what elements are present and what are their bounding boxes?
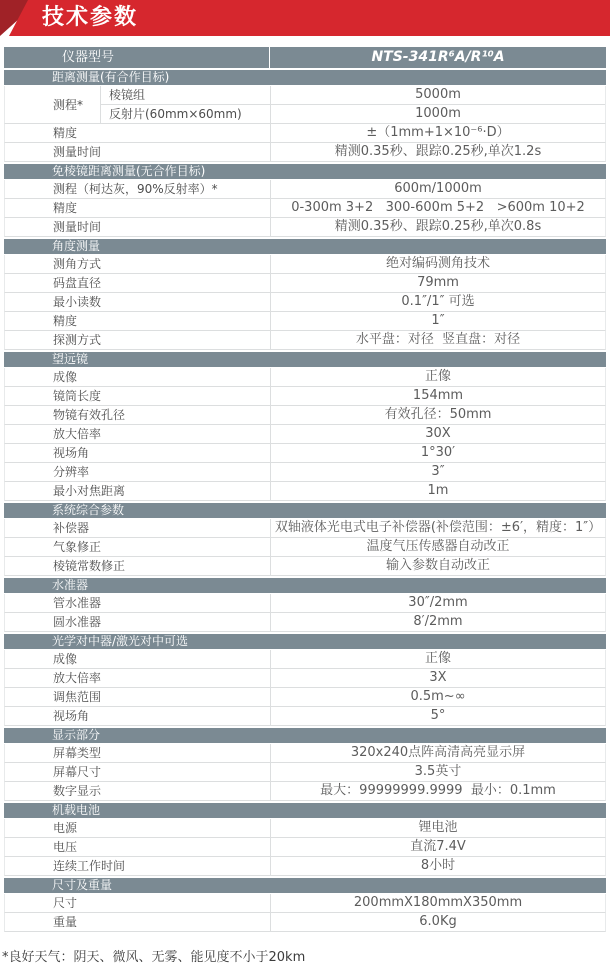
spec-value: 有效孔径：50mm xyxy=(384,407,492,422)
spec-value: 5° xyxy=(430,708,446,723)
spec-label: 分辨率 xyxy=(5,463,271,481)
spec-row xyxy=(4,406,606,425)
spec-row xyxy=(4,744,606,763)
spec-table xyxy=(4,47,606,932)
spec-label: 连续工作时间 xyxy=(5,857,271,875)
spec-value: 1°30′ xyxy=(420,445,456,460)
spec-label: 精度 xyxy=(5,124,271,142)
spec-value: 0-300m 3+2 300-600m 5+2 >600m 10+2 xyxy=(291,200,585,215)
spec-row xyxy=(4,688,606,707)
spec-row xyxy=(4,293,606,312)
spec-row xyxy=(4,819,606,838)
spec-row xyxy=(101,86,605,105)
spec-row xyxy=(4,913,606,932)
spec-row xyxy=(4,143,606,162)
spec-label: 最小对焦距离 xyxy=(5,482,271,500)
spec-label: 视场角 xyxy=(5,444,271,462)
section-distance-measurement-cooperative: 距离测量(有合作目标) xyxy=(4,70,606,85)
spec-value: 154mm xyxy=(412,388,464,403)
spec-label: 气象修正 xyxy=(5,538,271,556)
spec-row xyxy=(4,387,606,406)
spec-row xyxy=(4,519,606,538)
spec-value: 320x240点阵高清高亮显示屏 xyxy=(350,745,526,760)
spec-value: 正像 xyxy=(424,651,451,666)
spec-value: 30″/2mm xyxy=(408,595,468,610)
instrument-model: NTS-341R⁶A/R¹⁰A xyxy=(371,49,505,65)
spec-label: 测角方式 xyxy=(5,255,271,273)
spec-value: 精测0.35秒、跟踪0.25秒,单次0.8s xyxy=(334,219,542,234)
spec-row xyxy=(4,557,606,576)
spec-row xyxy=(4,199,606,218)
spec-row xyxy=(101,105,605,123)
spec-label: 重量 xyxy=(5,913,271,931)
spec-value: 200mmX180mmX350mm xyxy=(353,895,523,910)
spec-row xyxy=(4,838,606,857)
spec-label: 物镜有效孔径 xyxy=(5,406,271,424)
spec-sublabel: 反射片(60mm×60mm) xyxy=(101,105,271,123)
spec-label: 管水准器 xyxy=(5,594,271,612)
spec-value: 0.5m~∞ xyxy=(410,689,466,704)
spec-label: 精度 xyxy=(5,199,271,217)
range-group-rows xyxy=(101,86,605,123)
spec-value: 1000m xyxy=(415,106,461,121)
spec-label: 视场角 xyxy=(5,707,271,725)
spec-label: 调焦范围 xyxy=(5,688,271,706)
spec-value: ±（1mm+1×10⁻⁶·D） xyxy=(366,125,510,140)
spec-value: 3X xyxy=(429,670,447,685)
spec-row xyxy=(4,650,606,669)
spec-value: 直流7.4V xyxy=(410,839,466,854)
spec-value: 锂电池 xyxy=(418,820,458,835)
page-title-banner xyxy=(0,0,610,36)
spec-value: 1″ xyxy=(431,313,445,328)
spec-row xyxy=(4,312,606,331)
spec-label: 精度 xyxy=(5,312,271,330)
spec-label: 测量时间 xyxy=(5,143,271,161)
spec-value: 8′/2mm xyxy=(413,614,463,629)
spec-row xyxy=(4,613,606,632)
spec-label: 放大倍率 xyxy=(5,425,271,443)
model-header-label: 仪器型号 xyxy=(4,47,270,68)
spec-label: 测程（柯达灰，90%反射率）* xyxy=(5,180,271,198)
section-angle-measurement: 角度测量 xyxy=(4,239,606,254)
spec-value: 3.5英寸 xyxy=(414,764,462,779)
section-reflectorless-distance: 免棱镜距离测量(无合作目标) xyxy=(4,164,606,179)
section-battery: 机载电池 xyxy=(4,803,606,818)
spec-label: 屏幕尺寸 xyxy=(5,763,271,781)
spec-row xyxy=(4,444,606,463)
spec-row xyxy=(4,180,606,199)
spec-value: 8小时 xyxy=(420,858,456,873)
spec-label: 尺寸 xyxy=(5,894,271,912)
spec-value: 最大：99999999.9999 最小：0.1mm xyxy=(320,783,556,798)
spec-label: 棱镜常数修正 xyxy=(5,557,271,575)
spec-value: 水平盘：对径 竖直盘：对径 xyxy=(355,332,521,347)
page-title: 技术参数 xyxy=(42,5,139,30)
range-group xyxy=(4,86,606,124)
spec-label: 探测方式 xyxy=(5,331,271,349)
spec-value: 30X xyxy=(425,426,451,441)
spec-row xyxy=(4,218,606,237)
spec-row xyxy=(4,425,606,444)
spec-label: 圆水准器 xyxy=(5,613,271,631)
spec-label: 数字显示 xyxy=(5,782,271,800)
spec-label: 电压 xyxy=(5,838,271,856)
spec-row xyxy=(4,124,606,143)
spec-row xyxy=(4,707,606,726)
spec-label: 补偿器 xyxy=(5,519,271,537)
spec-value: 3″ xyxy=(431,464,445,479)
spec-value: 600m/1000m xyxy=(394,181,482,196)
spec-value: 输入参数自动改正 xyxy=(385,558,490,573)
spec-row xyxy=(4,763,606,782)
section-display: 显示部分 xyxy=(4,728,606,743)
spec-value: 5000m xyxy=(415,87,461,102)
spec-value: 正像 xyxy=(424,369,451,384)
section-plummet: 光学对中器/激光对中可选 xyxy=(4,634,606,649)
spec-value: 6.0Kg xyxy=(419,914,457,929)
spec-label: 成像 xyxy=(5,650,271,668)
section-system-parameters: 系统综合参数 xyxy=(4,503,606,518)
spec-value: 温度气压传感器自动改正 xyxy=(366,539,510,554)
spec-row xyxy=(4,782,606,801)
spec-sublabel: 棱镜组 xyxy=(101,86,271,104)
spec-label: 测程* xyxy=(5,86,101,123)
spec-value: 79mm xyxy=(417,275,459,290)
spec-row xyxy=(4,669,606,688)
spec-row xyxy=(4,594,606,613)
spec-value: 1m xyxy=(427,483,449,498)
spec-label: 成像 xyxy=(5,368,271,386)
spec-row xyxy=(4,255,606,274)
model-header-row xyxy=(4,47,606,68)
spec-value: 精测0.35秒、跟踪0.25秒,单次1.2s xyxy=(334,144,542,159)
spec-value: 双轴液体光电式电子补偿器(补偿范围：±6′，精度：1″） xyxy=(274,520,602,535)
spec-label: 放大倍率 xyxy=(5,669,271,687)
spec-row xyxy=(4,274,606,293)
spec-value: 0.1″/1″ 可选 xyxy=(401,294,475,309)
spec-row xyxy=(4,368,606,387)
spec-row xyxy=(4,482,606,501)
spec-label: 测量时间 xyxy=(5,218,271,236)
spec-label: 电源 xyxy=(5,819,271,837)
spec-label: 镜筒长度 xyxy=(5,387,271,405)
weather-footnote: *良好天气：阴天、微风、无雾、能见度不小于20km xyxy=(2,950,306,965)
spec-row xyxy=(4,857,606,876)
spec-row xyxy=(4,894,606,913)
spec-row xyxy=(4,538,606,557)
section-dimensions-weight: 尺寸及重量 xyxy=(4,878,606,893)
section-telescope: 望远镜 xyxy=(4,352,606,367)
spec-label: 屏幕类型 xyxy=(5,744,271,762)
spec-label: 最小读数 xyxy=(5,293,271,311)
section-level-vial: 水准器 xyxy=(4,578,606,593)
spec-label: 码盘直径 xyxy=(5,274,271,292)
spec-value: 绝对编码测角技术 xyxy=(385,256,490,271)
spec-row xyxy=(4,463,606,482)
spec-row xyxy=(4,331,606,350)
